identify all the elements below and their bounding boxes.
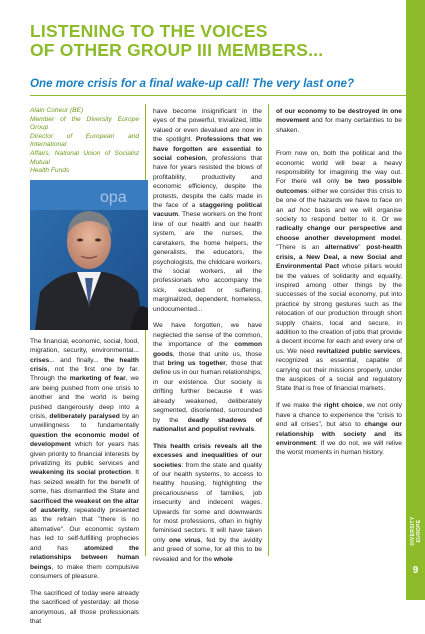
- column-3: [276, 107, 402, 465]
- title-line-1: LISTENING TO THE VOICES: [30, 21, 268, 41]
- author-role-line: Affairs, National Union of Socialist Mutual: [30, 149, 139, 166]
- paragraph: The sacrificed of today were already the sacrificed of yesterday: all those anonymous, all those professionals that: [30, 589, 139, 626]
- section-tab-label: DIVERSITY EUROPE: [410, 516, 422, 546]
- author-name: Alain Coheur (BE): [30, 107, 84, 114]
- paragraph: We have forgotten, we have neglected the sense of the common, the importance of the common goods, those that unite us, those that bring us together, those that define us in our human relationships, in our existence. Our society is drifting further because it was already weakened, deliberately segmented, disoriented, surrounded by the deadly shadows of nationalist and populist revivals.: [153, 322, 263, 433]
- article-subtitle: One more crisis for a final wake-up call! The very last one?: [30, 77, 355, 90]
- paragraph: If we make the right choice, we not only have a chance to experience the "crisis to end all crises", but also to change our relationship with society and its environment. If we do not, we will relive the worst moments in human history.: [276, 402, 402, 457]
- column-1: [30, 107, 139, 634]
- column-divider-1: [145, 104, 146, 556]
- column-divider-2: [268, 104, 269, 556]
- column-2: [153, 107, 262, 572]
- author-photo: [30, 180, 148, 330]
- author-role-line: Director of European and International: [30, 132, 139, 149]
- header-rule: [30, 95, 406, 96]
- paragraph: From now on, both the political and the economic world will bear a heavy responsibility for imagining the way out. For there will only be two possible outcomes: either we consider this crisis to be one of the hazards we have to face on an ad hoc basis and we will organise society to respond better to it. Or we radically change our perspective and choose another development model. "There is an alternative" post-health crisis, a New Deal, a new Social and Environmental Pact whose pillars would be the values of solidarity and equality, inspired among other things by the successes of the social economy, put into practice by strong gestures such as the relocation of our production through short supply chains, local and secure, in addition to the creation of jobs that provide a decent income for each and every one of us. We need revitalized public services, recognized as essential, capable of carrying out their missions properly, under the auspices of a social and regulatory State that is free of financial markets.: [276, 150, 403, 393]
- paragraph: The financial, economic, social, food, migration, security, environmental... crises... and finally... the health crisis, not the first one by far. Through the marketing of fear, we are being pushed from one crisis to another and the world is being pushed dangerously deep into a crisis, deliberately paralysed by an unwillingness to fundamentally question the economic model of development which for years has given priority to financial interests by privatizing its public services and weakening its social protection. It has seized wealth for the benefit of some, has dismantled the State and sacrificed the weakest on the altar of austerity, repeatedly presented as the refrain that "there is no alternative". Our economic system has led to self-fulfilling prophecies and has atomized the relationships between human beings, to make them compulsive consumers of pleasure.: [30, 337, 139, 580]
- author-role-line: Health Funds: [30, 167, 70, 175]
- author-role-line: Member of the Diversity Europe Group: [30, 115, 139, 132]
- page-title: [30, 22, 410, 60]
- paragraph: This health crisis reveals all the excesses and inequalities of our societies: from the state and quality of our health systems, to access to healthy housing, highlighting the precariousness of families, job insecurity and indecent wages. Upwards for some and downwards for most professions, often in highly feminised sectors. It will have taken only one virus, fed by the avidity and greed of some, for all this to be revealed and for the whole: [153, 442, 262, 563]
- page-number: 9: [412, 565, 419, 576]
- title-line-2: OF OTHER GROUP III MEMBERS...: [30, 40, 324, 60]
- author-block: [30, 107, 139, 176]
- paragraph: have become insignificant in the eyes of the powerful, trivialized, little valued or even devalued are now in the spotlight. Professions that we have forgotten are essential to social cohesion, professions that have for years resisted the blows of profitability, productivity and economic efficiency, despite the protests, despite the calls made in the face of a staggering political vacuum. These workers on the front line of our health and our health system, are the nurses, the caretakers, the home helpers, the generalists, the educators, the psychologists, the childcare workers, the social workers, all the professionals who accompany the sick, excluded or suffering, marginalized, dependent, homeless, undocumented...: [153, 108, 262, 313]
- svg-text:opa: opa: [100, 188, 127, 206]
- section-tab: [406, 0, 425, 600]
- paragraph: of our economy to be destroyed in one movement and for many certainties to be shaken.: [276, 108, 402, 134]
